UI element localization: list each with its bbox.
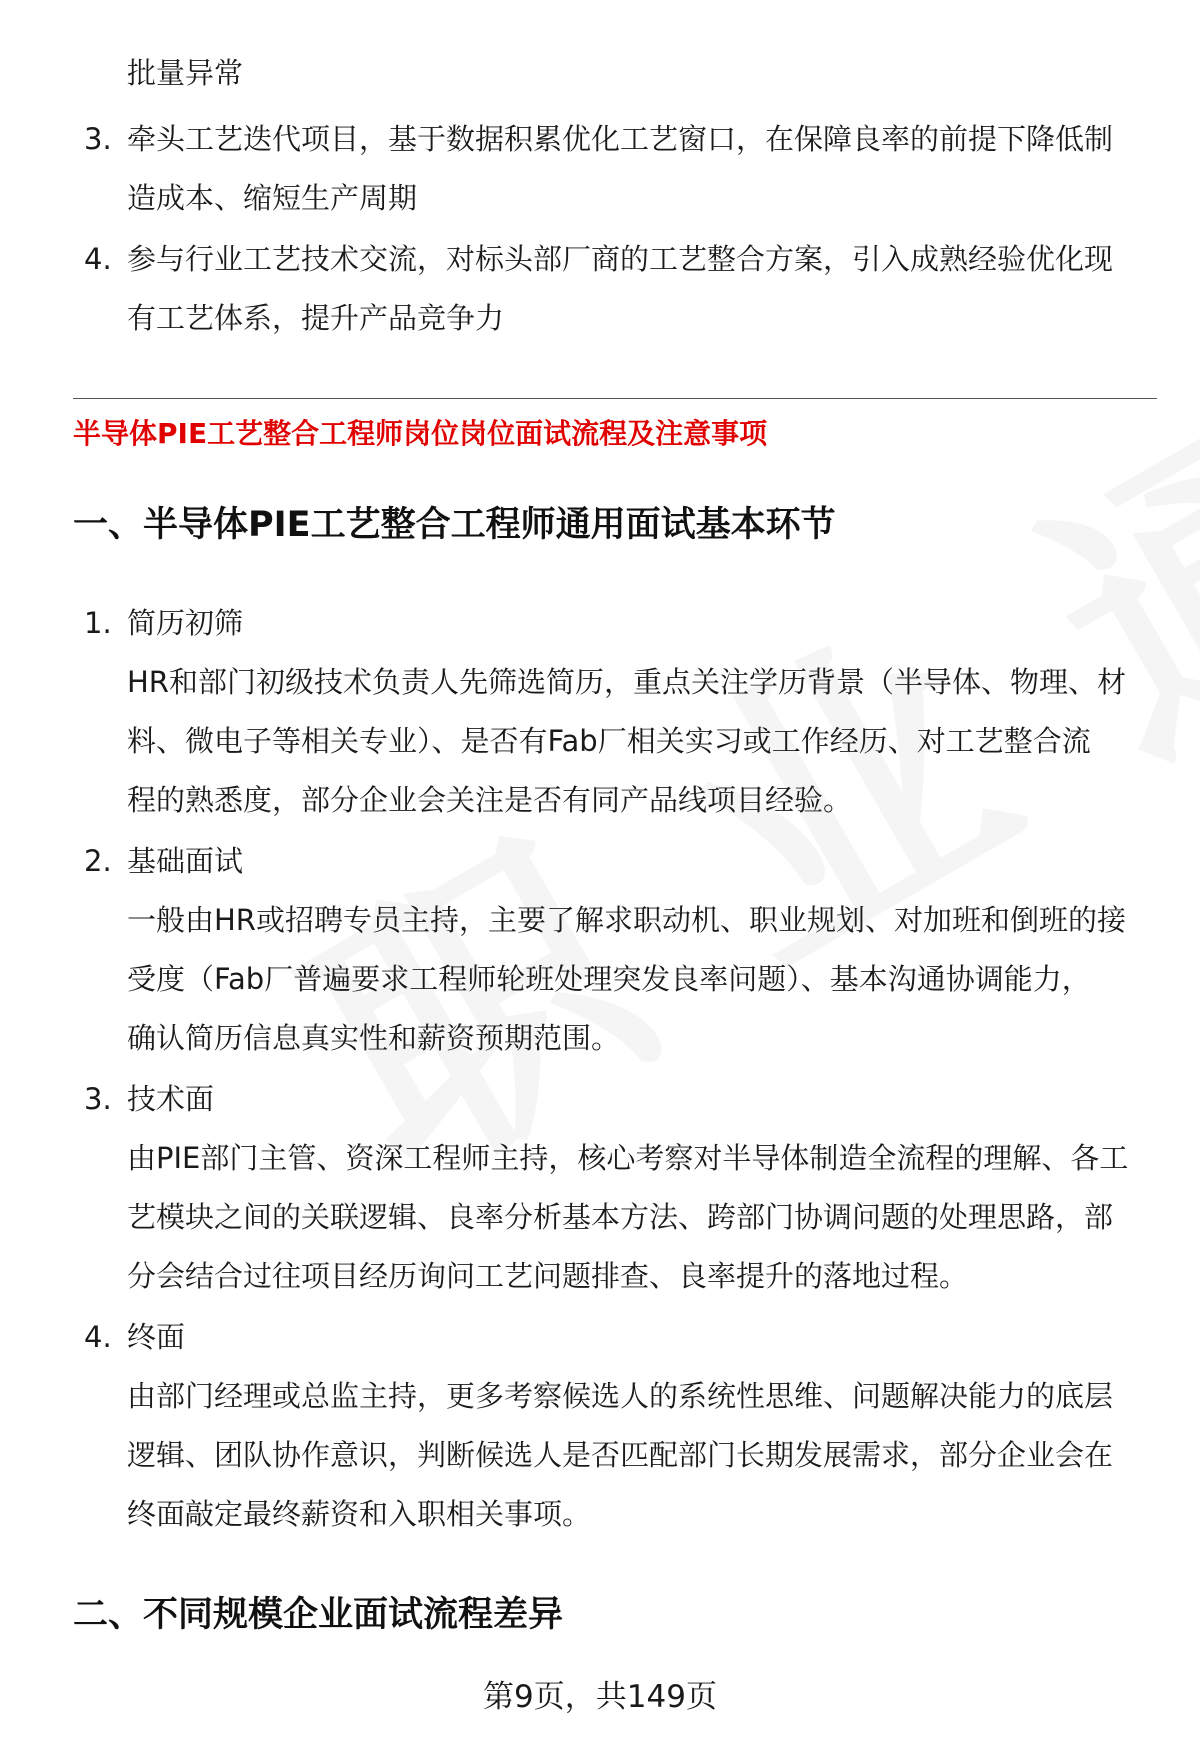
heading-general-steps: 一、半导体PIE工艺整合工程师通用面试基本环节 [73,505,836,545]
step-text-line: 料、微电子等相关专业）、是否有Fab厂相关实习或工作经历、对工艺整合流 [127,724,1091,758]
step-title: 基础面试 [127,844,244,878]
step-text-line: 程的熟悉度，部分企业会关注是否有同产品线项目经验。 [127,783,853,817]
list-item-line: 牵头工艺迭代项目，基于数据积累优化工艺窗口，在保障良率的前提下降低制 [127,122,1114,156]
list-item-line: 有工艺体系，提升产品竞争力 [127,301,505,335]
list-item-number: 4. [84,242,112,276]
section-divider [73,398,1157,399]
list-item-line: 造成本、缩短生产周期 [127,181,418,215]
list-item-number: 3. [84,122,112,156]
step-text-line: 受度（Fab厂普遍要求工程师轮班处理突发良率问题）、基本沟通协调能力， [127,962,1091,996]
list-item-line: 参与行业工艺技术交流，对标头部厂商的工艺整合方案，引入成熟经验优化现 [127,242,1114,276]
step-number: 2. [84,844,112,878]
page-footer: 第9页，共149页 [483,1679,717,1715]
step-text-line: 艺模块之间的关联逻辑、良率分析基本方法、跨部门协调问题的处理思路，部 [127,1200,1114,1234]
step-text-line: 由PIE部门主管、资深工程师主持，核心考察对半导体制造全流程的理解、各工 [127,1141,1129,1175]
step-text-line: 逻辑、团队协作意识，判断候选人是否匹配部门长期发展需求，部分企业会在 [127,1438,1114,1472]
step-text-line: 终面敲定最终薪资和入职相关事项。 [127,1497,592,1531]
step-title: 终面 [127,1320,186,1354]
section-title: 半导体PIE工艺整合工程师岗位岗位面试流程及注意事项 [73,417,768,450]
step-text-line: 由部门经理或总监主持，更多考察候选人的系统性思维、问题解决能力的底层 [127,1379,1114,1413]
heading-company-differences: 二、不同规模企业面试流程差异 [73,1595,564,1635]
step-number: 3. [84,1082,112,1116]
step-text-line: 一般由HR或招聘专员主持，主要了解求职动机、职业规划、对加班和倒班的接 [127,903,1126,937]
step-text-line: 确认简历信息真实性和薪资预期范围。 [127,1021,621,1055]
step-title: 简历初筛 [127,606,244,640]
step-text-line: 分会结合过往项目经历询问工艺问题排查、良率提升的落地过程。 [127,1259,969,1293]
list-continuation-line: 批量异常 [127,56,244,90]
step-number: 1. [84,606,112,640]
step-title: 技术面 [127,1082,215,1116]
step-number: 4. [84,1320,112,1354]
step-text-line: HR和部门初级技术负责人先筛选简历，重点关注学历背景（半导体、物理、材 [127,665,1126,699]
